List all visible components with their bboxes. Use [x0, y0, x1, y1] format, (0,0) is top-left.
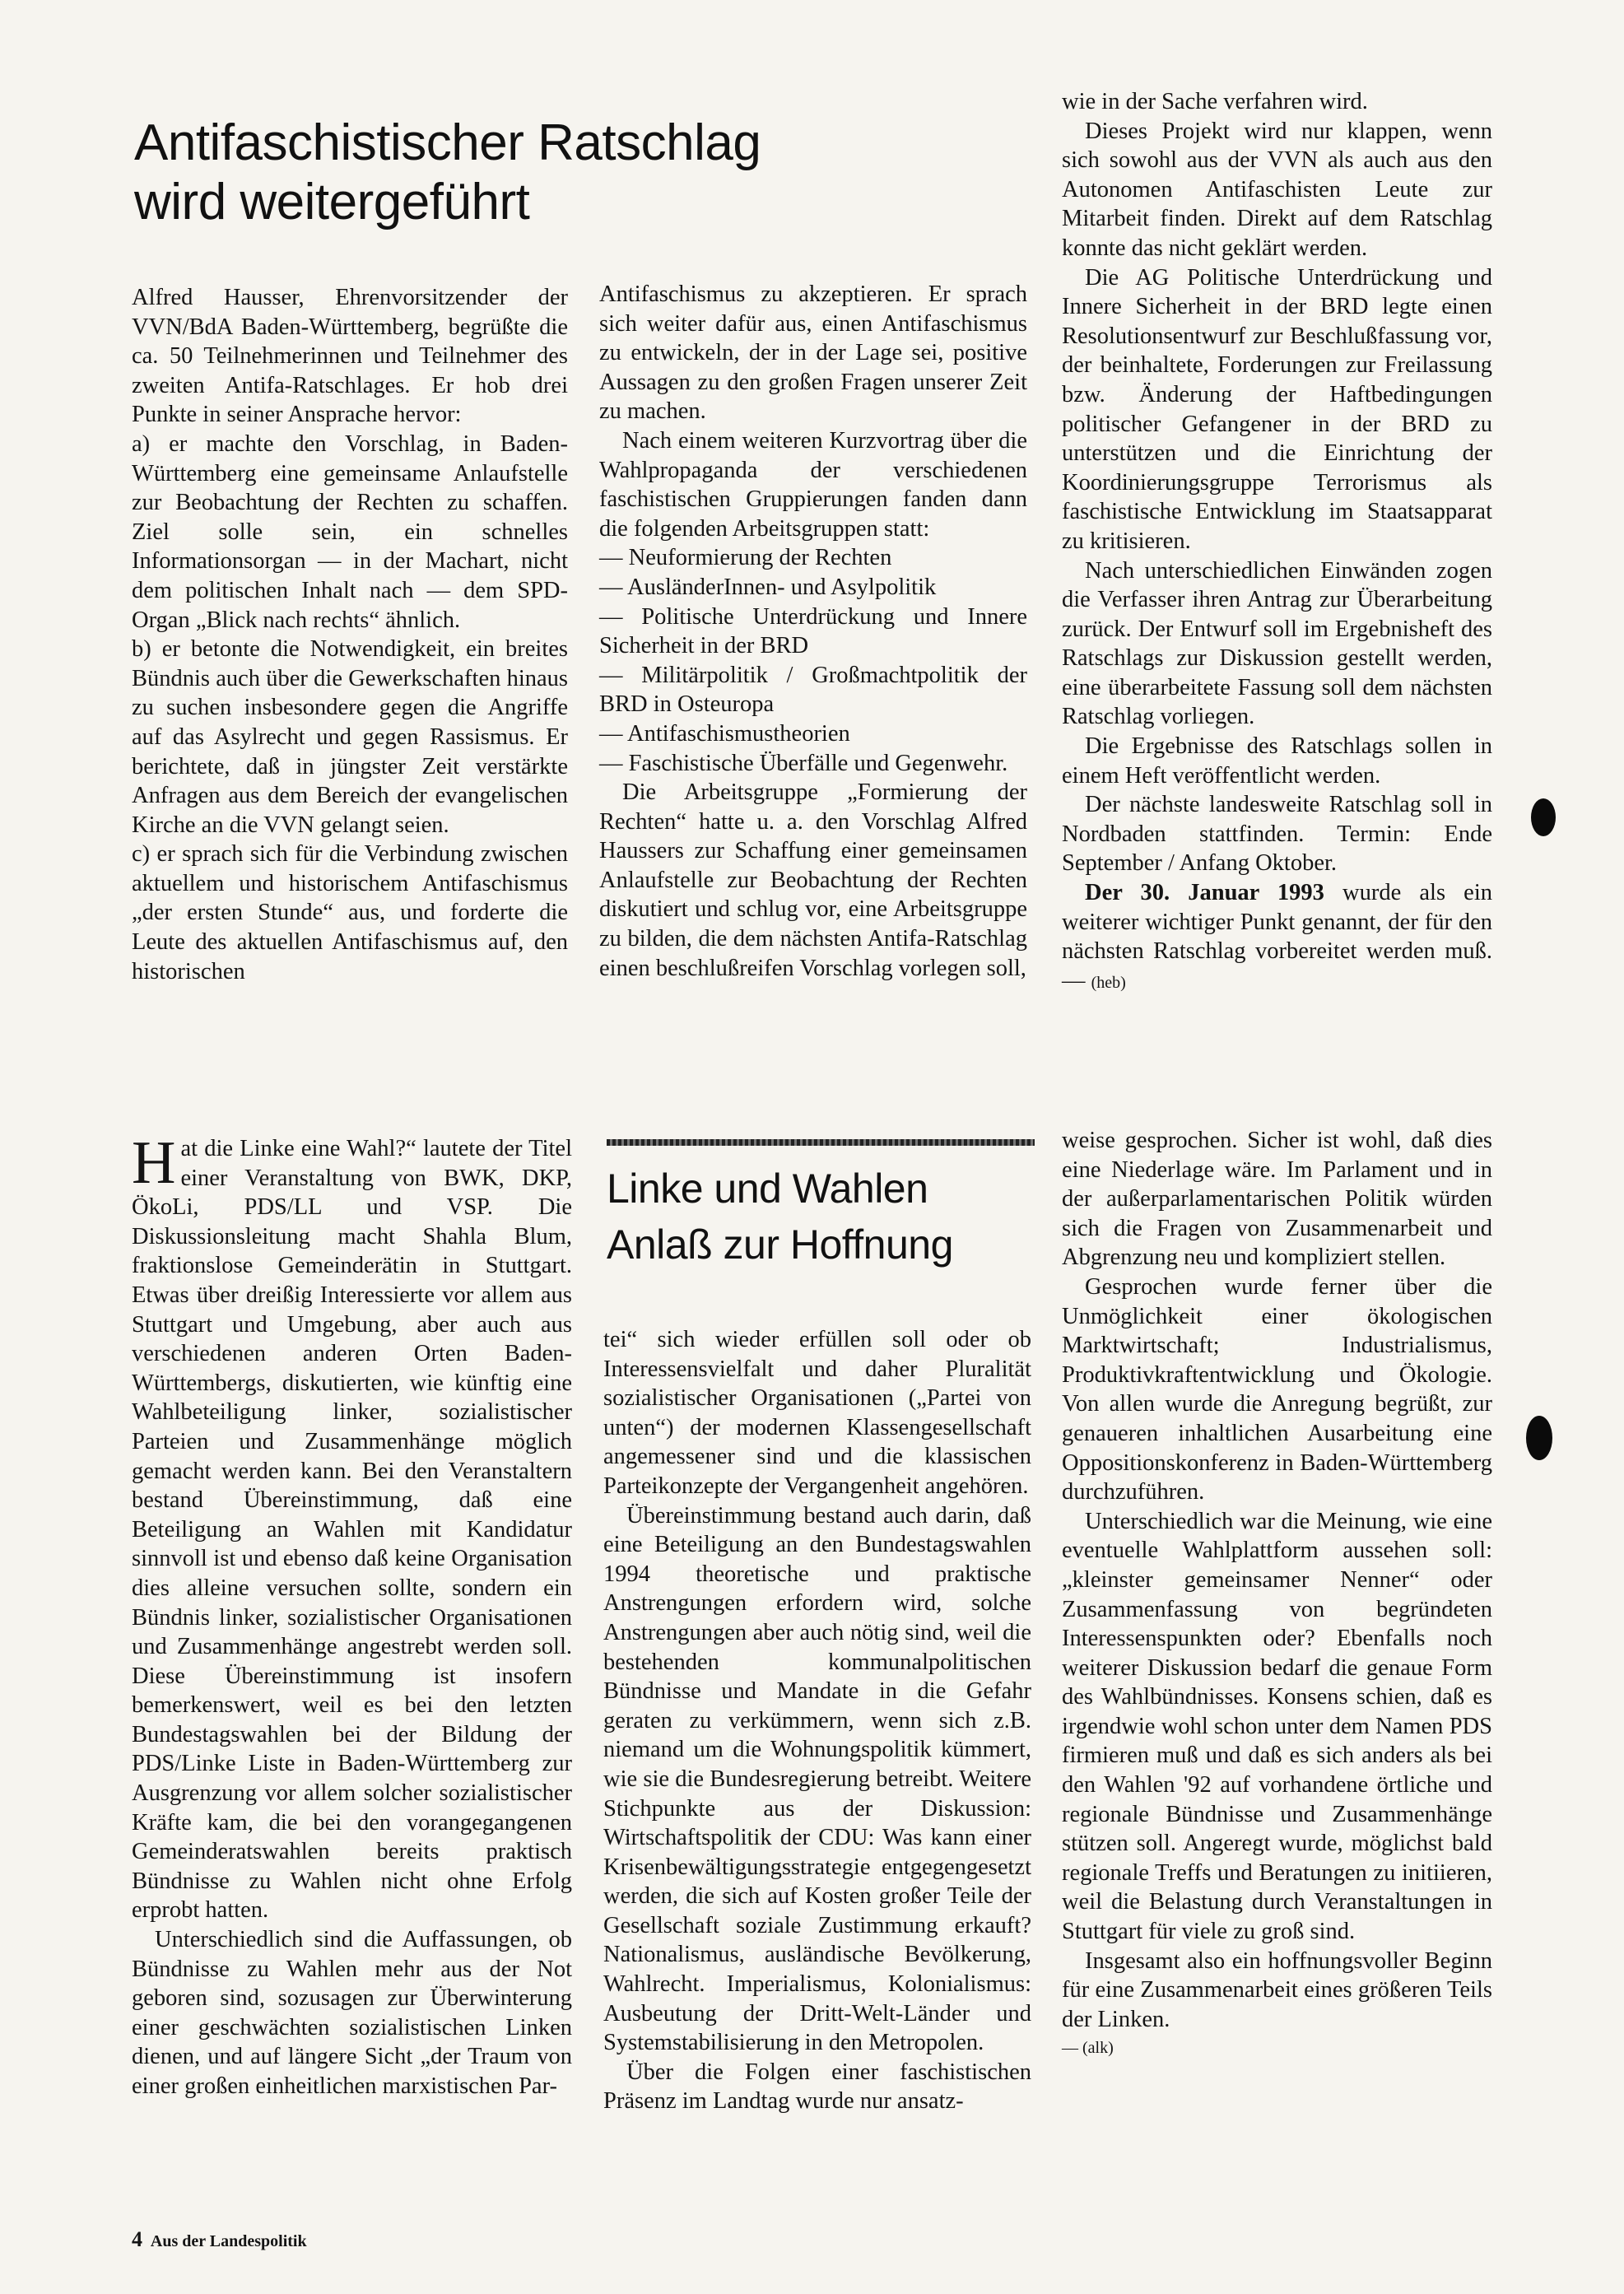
article1-column3: [1062, 87, 1492, 998]
article1-col1-para: b) er betonte die Notwendigkeit, ein breites Bündnis auch über die Gewerkschaften hinaus zu suchen insbesondere gegen die Angriffe auf das Asylrecht und gegen Rassismus. Er berichtete, daß in jüngster Zeit verstärkte Anfragen aus dem Bereich der evangelischen Kirche an die VVN gelangt seien.: [132, 636, 568, 838]
article1-col2-list-item: — Militärpolitik / Großmachtpolitik der BRD in Osteuropa: [599, 662, 1027, 718]
article2-col1-para: [132, 1129, 572, 1925]
article2-signature: — (alk): [1062, 2039, 1114, 2058]
article1-col2-list-item: — AusländerInnen- und Asylpolitik: [599, 574, 937, 600]
page-number: 4: [132, 2227, 142, 2251]
article2-col3-para: Insgesamt also ein hoffnungsvoller Beginn für eine Zusammenarbeit eines größeren Teils der Linken.: [1062, 1947, 1492, 2032]
article2-column3: [1062, 1126, 1492, 2064]
article1-col1-para: c) er sprach sich für die Verbindung zwischen aktuellem und historischem Antifaschismus „der ersten Stunde“ aus, und forderte die Leute des aktuellen Antifaschismus auf, den historischen: [132, 841, 568, 984]
article1-col1-para: a) er machte den Vorschlag, in Baden-Württemberg eine gemeinsame Anlaufstelle zur Beobachtung der Rechten zu schaffen. Ziel solle sein, ein schnelles Informationsorgan — in der Machart, nicht dem politischen Inhalt nach — dem SPD-Organ „Blick nach rechts“ ähnlich.: [132, 430, 568, 633]
article1-col3-para: Die AG Politische Unterdrückung und Innere Sicherheit in der BRD legte einen Resolutionsentwurf zur Beschlußfassung vor, der beinhaltete, Forderungen zur Freilassung bzw. Änderung der Haftbedingungen politischer Gefangener in der BRD zu unterstützen und die Einrichtung der Koordinierungsgruppe Terrorismus als faschistische Entwicklung im Staatsapparat zu kritisieren.: [1062, 264, 1492, 554]
article1-col2-para: Antifaschismus zu akzeptieren. Er sprach sich weiter dafür aus, einen Antifaschismus zu entwickeln, der in der Lage sei, positive Aussagen zu den großen Fragen unserer Zeit zu machen.: [599, 282, 1027, 425]
article2-col1-first-text: at die Linke eine Wahl?“ lautete der Titel einer Veranstaltung von BWK, DKP, ÖkoLi, PDS/LL und VSP. Die Diskussionsleitung macht Shahla Blum, fraktionslose Gemeinderätin in Stuttgart. Etwas über dreißig Interessierte vor allem aus Stuttgart und Umgebung, aber auch aus verschiedenen anderen Orten Baden-Württembergs, diskutierten, wie künftig eine Wahlbeteiligung linker, sozialistischer Parteien und Zusammenhänge möglich gemacht werden kann. Bei den Veranstaltern bestand Übereinstimmung, daß eine Beteiligung an Wahlen mit Kandidatur sinnvoll ist und ebenso daß keine Organisation dies alleine versuchen sollte, sondern ein Bündnis linker, sozialistischer Organisationen und Zusammenhänge angestrebt werden soll. Diese Übereinstimmung ist insofern bemerkenswert, weil es bei den letzten Bundestagswahlen bei der Bildung der PDS/Linke Liste in Baden-Württemberg zur Ausgrenzung vor allem solcher sozialistischer Kräfte kam, die bei den vorangegangenen Gemeinderatswahlen bereits praktisch Bündnisse zu Wahlen nicht ohne Erfolg erprobt hatten.: [132, 1136, 572, 1924]
article2-col3-para: weise gesprochen. Sicher ist wohl, daß dies eine Niederlage wäre. Im Parlament und in der außerparlamentarischen Politik würden sich die Fragen von Zusammenarbeit und Abgrenzung neu und kompliziert stellen.: [1062, 1128, 1492, 1271]
punch-hole-mark: [1526, 1416, 1552, 1460]
article2-column2: [603, 1325, 1031, 2116]
page-footer: [132, 2227, 307, 2252]
article2-col3-para: Gesprochen wurde ferner über die Unmöglichkeit einer ökologischen Marktwirtschaft; Industrialismus, Produktivkraftentwicklung und Ökologie. Von allen wurde die Anregung begrüßt, zur genaueren inhaltlichen Ausarbeitung eine Oppositionskonferenz in Baden-Württemberg durchzuführen.: [1062, 1273, 1492, 1505]
article1-col2-para: Nach einem weiteren Kurzvortrag über die Wahlpropaganda der verschiedenen faschistischen Gruppierungen fanden dann die folgenden Arbeitsgruppen statt:: [599, 427, 1027, 542]
article1-col1-para: Alfred Hausser, Ehrenvorsitzender der VVN/BdA Baden-Württemberg, begrüßte die ca. 50 Teilnehmerinnen und Teilnehmer des zweiten Antifa-Ratschlages. Er hob drei Punkte in seiner Ansprache hervor:: [132, 285, 568, 428]
article1-headline: [134, 114, 761, 232]
article2-headline-line1: Linke und Wahlen: [607, 1166, 928, 1212]
article2-col3-para: Unterschiedlich war die Meinung, wie eine eventuelle Wahlplattform aussehen soll: „kleinster gemeinsamer Nenner“ oder Zusammenfassung von begründeten Interessenspunkten oder? Ebenfalls noch weiterer Diskussion bedarf die genaue Form des Wahlbündnisses. Konsens schien, daß es irgendwie wohl schon unter dem Namen PDS firmieren muß und daß es sich anders als bei den Wahlen '92 auf vorhandene örtliche und regionale Bündnisse und Zusammenhänge stützen soll. Angeregt wurde, möglichst bald regionale Treffs und Beratungen zu initiieren, weil die Belastung durch Veranstaltungen in Stuttgart für viele zu groß sind.: [1062, 1508, 1492, 1945]
article1-col3-para: Der nächste landesweite Ratschlag soll in Nordbaden stattfinden. Termin: Ende September / Anfang Oktober.: [1062, 792, 1492, 877]
article1-col2-para: Die Arbeitsgruppe „Formierung der Rechten“ hatte u. a. den Vorschlag Alfred Haussers zur Schaffung einer gemeinsamen Anlaufstelle zur Beobachtung der Rechten diskutiert und schlug vor, eine Arbeitsgruppe zu bilden, die dem nächsten Antifa-Ratschlag einen beschlußreifen Vorschlag vorlegen soll,: [599, 779, 1027, 981]
article1-col2-list-item: — Politische Unterdrückung und Innere Sicherheit in der BRD: [599, 603, 1027, 659]
article2-headline-line2: Anlaß zur Hoffnung: [607, 1221, 953, 1268]
article1-col3-final-para: [1062, 878, 1492, 998]
article2-col2-para: Über die Folgen einer faschistischen Präsenz im Landtag wurde nur ansatz-: [603, 2059, 1031, 2115]
article1-col2-list-item: — Antifaschismustheorien: [599, 720, 850, 747]
article1-col3-para: Dieses Projekt wird nur klappen, wenn sich sowohl aus der VVN als auch aus den Autonomen Antifaschisten Leute zur Mitarbeit finden. Direkt auf dem Ratschlag konnte das nicht geklärt werden.: [1062, 118, 1492, 261]
article1-headline-line1: Antifaschistischer Ratschlag: [134, 114, 761, 171]
article1-signature: (heb): [1091, 973, 1126, 992]
date-emphasis: Der 30. Januar 1993: [1085, 880, 1324, 906]
article1-col3-final-text: wurde als ein weiterer wichtiger Punkt genannt, der für den nächsten Ratschlag vorbereitet werden muß. —: [1062, 880, 1492, 993]
article1-column1: [132, 283, 568, 986]
article1-col2-list-item: — Faschistische Überfälle und Gegenwehr.: [599, 750, 1008, 776]
article1-col3-para: Nach unterschiedlichen Einwänden zogen die Verfasser ihren Antrag zur Überarbeitung zurück. Der Entwurf soll im Ergebnisheft des Ratschlags zur Diskussion gestellt werden, eine überarbeitete Fassung soll dem nächsten Ratschlag vorliegen.: [1062, 557, 1492, 730]
article1-col3-para: wie in der Sache verfahren wird.: [1062, 89, 1368, 114]
article2-col2-para: tei“ sich wieder erfüllen soll oder ob Interessensvielfalt und daher Pluralität sozialistischer Organisationen („Partei von unten“) der modernen Klassengesellschaft angemessener sind und die klassischen Parteikonzepte der Vergangenheit angehören.: [603, 1327, 1031, 1499]
article2-column1: [132, 1129, 572, 2101]
article2-headline: [607, 1161, 953, 1273]
drop-cap: H: [132, 1129, 176, 1197]
article1-headline-line2: wird weitergeführt: [134, 174, 530, 230]
section-name: Aus der Landespolitik: [150, 2232, 307, 2250]
punch-hole-mark: [1531, 798, 1556, 836]
article1-column2: [599, 280, 1027, 983]
article1-col2-list-item: — Neuformierung der Rechten: [599, 545, 892, 571]
headline-rule: [607, 1139, 1035, 1146]
article2-col2-para: Übereinstimmung bestand auch darin, daß eine Beteiligung an den Bundestagswahlen 1994 theoretische und praktische Anstrengungen erfordern wird, solche Anstrengungen aber auch nötig sind, weil die bestehenden kommunalpolitischen Bündnisse und Mandate in die Gefahr geraten zu verkümmern, wenn sich z.B. niemand um die Wohnungspolitik kümmert, wie sie die Bundesregierung betreibt. Weitere Stichpunkte aus der Diskussion: Wirtschaftspolitik der CDU: Was kann einer Krisenbewältigungsstrategie entgegengesetzt werden, die sich auf Kosten großer Teile der Gesellschaft soziale Zustimmung erkauft? Nationalismus, ausländische Bevölkerung, Wahlrecht. Imperialismus, Kolonialismus: Ausbeutung der Dritt-Welt-Länder und Systemstabilisierung in den Metropolen.: [603, 1502, 1031, 2056]
article2-col1-para: Unterschiedlich sind die Auffassungen, ob Bündnisse zu Wahlen mehr aus der Not geboren sind, sozusagen zur Überwinterung einer geschwächten sozialistischen Linken dienen, und auf längere Sicht „der Traum von einer großen einheitlichen marxistischen Par-: [132, 1927, 572, 2099]
article1-col3-para: Die Ergebnisse des Ratschlags sollen in einem Heft veröffentlicht werden.: [1062, 733, 1492, 789]
